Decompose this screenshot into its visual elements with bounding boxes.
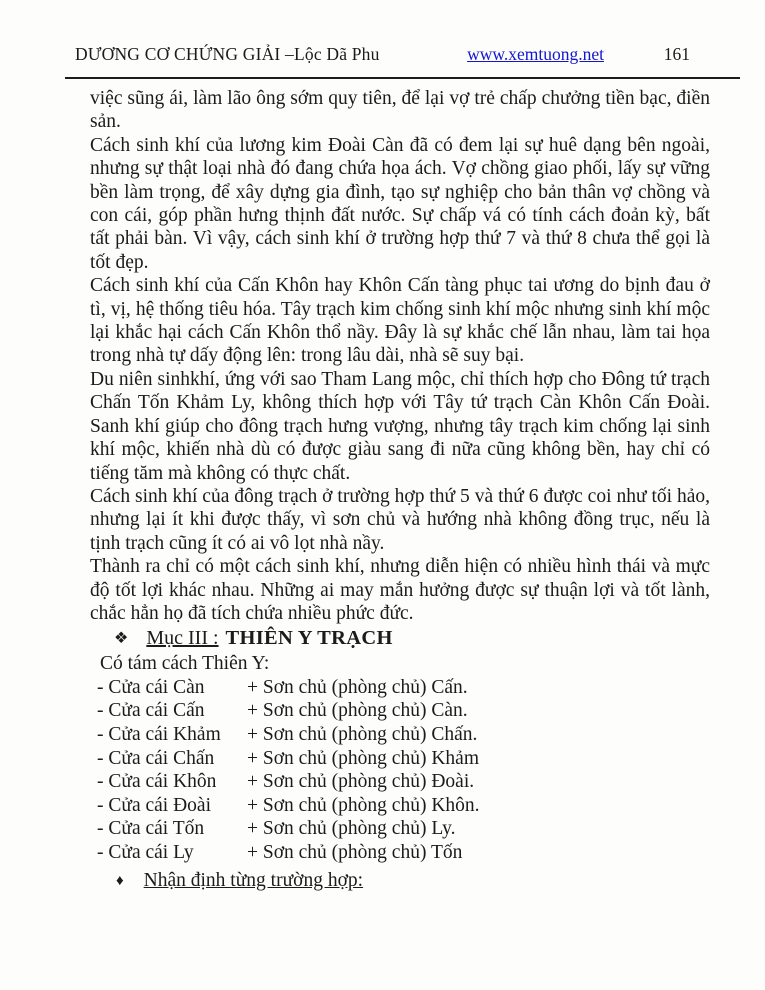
intro-line: Có tám cách Thiên Y:	[100, 653, 270, 675]
section-label: Mục III :	[146, 627, 219, 650]
small-diamond-icon: ♦	[116, 872, 124, 889]
door-cell: - Cửa cái Càn	[97, 676, 205, 698]
list-row	[97, 676, 710, 700]
note-heading	[116, 869, 710, 894]
list-row	[97, 770, 710, 794]
list-row	[97, 723, 710, 747]
door-cell: - Cửa cái Cấn	[97, 700, 205, 722]
door-cell: - Cửa cái Tốn	[97, 818, 205, 840]
book-title: DƯƠNG CƠ CHỨNG GIẢI –Lộc Dã Phu	[75, 44, 380, 64]
mountain-cell: + Sơn chủ (phòng chủ) Đoài.	[247, 771, 475, 793]
list-row	[97, 699, 710, 723]
list-row	[97, 747, 710, 771]
list-row	[97, 817, 710, 841]
body-paragraph: Du niên sinhkhí, ứng với sao Tham Lang mộc, chỉ thích hợp cho Đông tứ trạch Chấn Tốn Khảm Ly, không thích hợp với Tây tứ trạch Càn Khôn Cấn Đoài. Sanh khí giúp cho đông trạch hưng vượng, nhưng tây trạch kim chống lại sinh khí mộc, khiến nhà dù có được giàu sang đi nữa cũng không bền, hay chỉ có tiếng tăm mà không có thực chất.	[90, 368, 710, 484]
door-cell: - Cửa cái Đoài	[97, 794, 211, 816]
body-paragraph: Cách sinh khí của lương kim Đoài Càn đã có đem lại sự huê dạng bên ngoài, nhưng sự thật loại nhà đó đang chứa họa ách. Vợ chồng giao phối, lấy sự vững bền làm trọng, để xây dựng gia đình, tạo sự nghiệp cho bản thân vợ chồng và con cái, góp phần hưng thịnh đất nước. Sự chấp vá có tính cách đoản kỳ, bất tất phải bàn. Vì vậy, cách sinh khí ở trường hợp thứ 7 và thứ 8 chưa thể gọi là tốt đẹp.	[90, 134, 710, 273]
page-header	[0, 0, 765, 64]
body-paragraph: Thành ra chỉ có một cách sinh khí, nhưng diễn hiện có nhiều hình thái và mực độ tốt lợi khác nhau. Những ai may mắn hưởng được sự thuận lợi và tốt lành, chắc hẳn họ đã tích chứa nhiều phức đức.	[90, 556, 710, 624]
website-link[interactable]: www.xemtuong.net	[467, 44, 604, 64]
mountain-cell: + Sơn chủ (phòng chủ) Ly.	[247, 818, 456, 840]
section-title: THIÊN Y TRẠCH	[225, 627, 393, 650]
door-cell: - Cửa cái Chấn	[97, 747, 215, 769]
page-body	[90, 87, 710, 894]
mountain-cell: + Sơn chủ (phòng chủ) Tốn	[247, 841, 463, 863]
list-row	[97, 841, 710, 865]
thien-y-list	[97, 676, 710, 865]
mountain-cell: + Sơn chủ (phòng chủ) Càn.	[247, 700, 468, 722]
mountain-cell: + Sơn chủ (phòng chủ) Cấn.	[247, 676, 468, 698]
body-paragraph: việc sũng ái, làm lão ông sớm quy tiên, để lại vợ trẻ chấp chưởng tiền bạc, điền sản.	[90, 88, 710, 133]
mountain-cell: + Sơn chủ (phòng chủ) Khảm	[247, 747, 479, 769]
door-cell: - Cửa cái Khảm	[97, 723, 221, 745]
note-label: Nhận định từng trường hợp:	[143, 869, 364, 891]
body-paragraph: Cách sinh khí của đông trạch ở trường hợp thứ 5 và thứ 6 được coi như tối hảo, nhưng lại ít khi được thấy, vì sơn chủ và hướng nhà không đồng trục, nếu là tịnh trạch cũng ít có ai vô lọt nhà nầy.	[90, 485, 710, 554]
door-cell: - Cửa cái Khôn	[97, 771, 217, 793]
diamond-bullet-icon: ❖	[114, 630, 129, 648]
door-cell: - Cửa cái Ly	[97, 841, 194, 863]
header-divider	[65, 77, 740, 79]
mountain-cell: + Sơn chủ (phòng chủ) Khôn.	[247, 794, 480, 816]
list-row	[97, 794, 710, 818]
body-paragraph: Cách sinh khí của Cấn Khôn hay Khôn Cấn tàng phục tai ương do bịnh đau ở tì, vị, hệ thống tiêu hóa. Tây trạch kim chống sinh khí mộc nhưng sinh khí mộc lại khắc hại cách Cấn Khôn thổ nầy. Đây là sự khắc chế lẫn nhau, làm tai họa trong nhà tự dấy động lên: trong lâu dài, nhà sẽ suy bại.	[90, 275, 710, 367]
section-heading	[114, 626, 710, 652]
page-number: 161	[663, 44, 690, 64]
mountain-cell: + Sơn chủ (phòng chủ) Chấn.	[247, 723, 478, 745]
